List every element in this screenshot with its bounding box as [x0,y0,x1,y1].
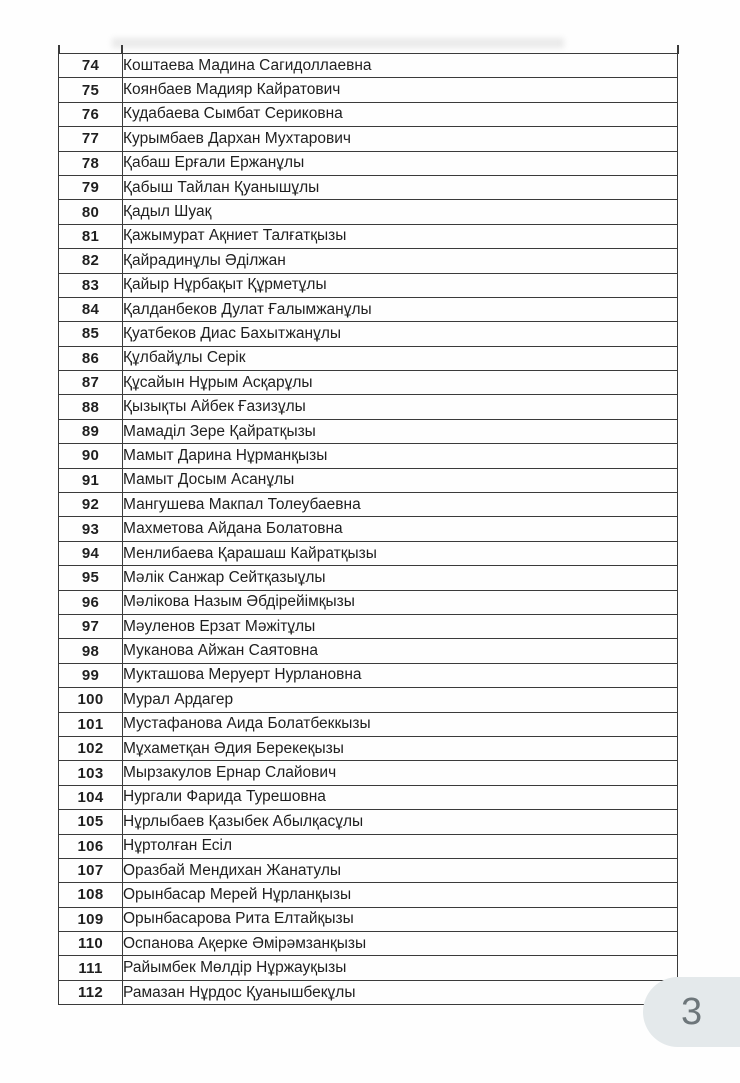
table-row [59,834,678,858]
row-number-cell: 98 [59,639,123,663]
table-row [59,883,678,907]
row-number-cell: 83 [59,273,123,297]
row-name-cell: Қажымурат Ақниет Талғатқызы [123,224,678,248]
row-name-cell: Мамаділ Зере Қайратқызы [123,419,678,443]
row-number-cell: 110 [59,932,123,956]
row-number-cell: 104 [59,785,123,809]
row-name-cell: Мангушева Макпал Толеубаевна [123,493,678,517]
row-name-cell: Мурал Ардагер [123,688,678,712]
row-number-cell: 78 [59,151,123,175]
row-name-cell: Қалданбеков Дулат Ғалымжанұлы [123,297,678,321]
table-row [59,273,678,297]
table-row [59,736,678,760]
row-name-cell: Оразбай Мендихан Жанатулы [123,858,678,882]
row-number-cell: 82 [59,249,123,273]
table-row [59,980,678,1004]
table-row [59,712,678,736]
page-number-label: 3 [681,990,703,1033]
row-name-cell: Қабыш Тайлан Қуанышұлы [123,175,678,199]
row-number-cell: 107 [59,858,123,882]
row-name-cell: Муканова Айжан Саятовна [123,639,678,663]
row-number-cell: 99 [59,663,123,687]
table-row [59,663,678,687]
table-row [59,688,678,712]
row-number-cell: 76 [59,102,123,126]
table-row [59,54,678,78]
row-number-cell: 102 [59,736,123,760]
row-number-cell: 101 [59,712,123,736]
table-row [59,151,678,175]
row-number-cell: 103 [59,761,123,785]
table-row [59,175,678,199]
table-row [59,493,678,517]
row-name-cell: Рамазан Нұрдос Қуанышбекұлы [123,980,678,1004]
row-number-cell: 85 [59,322,123,346]
row-name-cell: Мамыт Досым Асанұлы [123,468,678,492]
row-name-cell: Коянбаев Мадияр Кайратович [123,78,678,102]
row-name-cell: Райымбек Мөлдір Нұржауқызы [123,956,678,980]
table-row [59,566,678,590]
row-name-cell: Мырзакулов Ернар Слайович [123,761,678,785]
table-row [59,810,678,834]
table-row [59,200,678,224]
row-number-cell: 108 [59,883,123,907]
row-number-cell: 79 [59,175,123,199]
row-name-cell: Оспанова Ақерке Әмірәмзанқызы [123,932,678,956]
row-name-cell: Құсайын Нұрым Асқарұлы [123,371,678,395]
table-row [59,956,678,980]
row-name-cell: Қайыр Нұрбақыт Құрметұлы [123,273,678,297]
row-name-cell: Мұхаметқан Әдия Берекеқызы [123,736,678,760]
row-name-cell: Курымбаев Дархан Мухтарович [123,127,678,151]
table-row [59,614,678,638]
table-row [59,907,678,931]
row-number-cell: 97 [59,614,123,638]
table-row [59,419,678,443]
row-name-cell: Қызықты Айбек Ғазизұлы [123,395,678,419]
row-name-cell: Махметова Айдана Болатовна [123,517,678,541]
row-number-cell: 100 [59,688,123,712]
row-number-cell: 95 [59,566,123,590]
table-row [59,590,678,614]
row-name-cell: Мәлікова Назым Әбдірейімқызы [123,590,678,614]
table-row [59,297,678,321]
row-name-cell: Қадыл Шуақ [123,200,678,224]
table-row [59,517,678,541]
row-name-cell: Орынбасарова Рита Елтайқызы [123,907,678,931]
row-number-cell: 89 [59,419,123,443]
row-name-cell: Коштаева Мадина Сагидоллаевна [123,54,678,78]
table-row [59,444,678,468]
row-number-cell: 88 [59,395,123,419]
row-number-cell: 96 [59,590,123,614]
row-number-cell: 74 [59,54,123,78]
table-row [59,249,678,273]
row-number-cell: 94 [59,541,123,565]
table-row [59,322,678,346]
row-name-cell: Қуатбеков Диас Бахытжанұлы [123,322,678,346]
table-row [59,858,678,882]
row-number-cell: 92 [59,493,123,517]
table-row [59,346,678,370]
row-number-cell: 105 [59,810,123,834]
row-number-cell: 90 [59,444,123,468]
row-name-cell: Мамыт Дарина Нұрманқызы [123,444,678,468]
row-number-cell: 111 [59,956,123,980]
row-number-cell: 112 [59,980,123,1004]
row-number-cell: 75 [59,78,123,102]
row-name-cell: Мәлік Санжар Сейтқазыұлы [123,566,678,590]
table-row [59,127,678,151]
table-row [59,639,678,663]
table-row [59,102,678,126]
row-name-cell: Нұртолған Есіл [123,834,678,858]
row-name-cell: Мустафанова Аида Болатбеккызы [123,712,678,736]
row-number-cell: 86 [59,346,123,370]
row-name-cell: Құлбайұлы Серік [123,346,678,370]
roster-table [58,53,678,1005]
roster-table-body [59,54,678,1005]
table-row [59,785,678,809]
row-number-cell: 93 [59,517,123,541]
table-row [59,932,678,956]
row-number-cell: 81 [59,224,123,248]
row-name-cell: Орынбасар Мерей Нұрланқызы [123,883,678,907]
row-name-cell: Қайрадинұлы Әділжан [123,249,678,273]
row-name-cell: Қабаш Ерғали Ержанұлы [123,151,678,175]
row-number-cell: 109 [59,907,123,931]
table-row [59,78,678,102]
row-number-cell: 77 [59,127,123,151]
table-row [59,541,678,565]
table-row [59,224,678,248]
row-name-cell: Нұрлыбаев Қазыбек Абылқасұлы [123,810,678,834]
table-row [59,761,678,785]
row-number-cell: 91 [59,468,123,492]
row-name-cell: Менлибаева Қарашаш Кайратқызы [123,541,678,565]
row-name-cell: Мукташова Меруерт Нурлановна [123,663,678,687]
row-number-cell: 84 [59,297,123,321]
table-row [59,468,678,492]
row-name-cell: Нургали Фарида Турешовна [123,785,678,809]
row-name-cell: Кудабаева Сымбат Сериковна [123,102,678,126]
cropped-row-remnant [112,38,564,48]
row-number-cell: 80 [59,200,123,224]
row-name-cell: Мәуленов Ерзат Мәжітұлы [123,614,678,638]
row-number-cell: 106 [59,834,123,858]
table-row [59,371,678,395]
row-number-cell: 87 [59,371,123,395]
table-row [59,395,678,419]
page-number-badge [643,977,740,1047]
